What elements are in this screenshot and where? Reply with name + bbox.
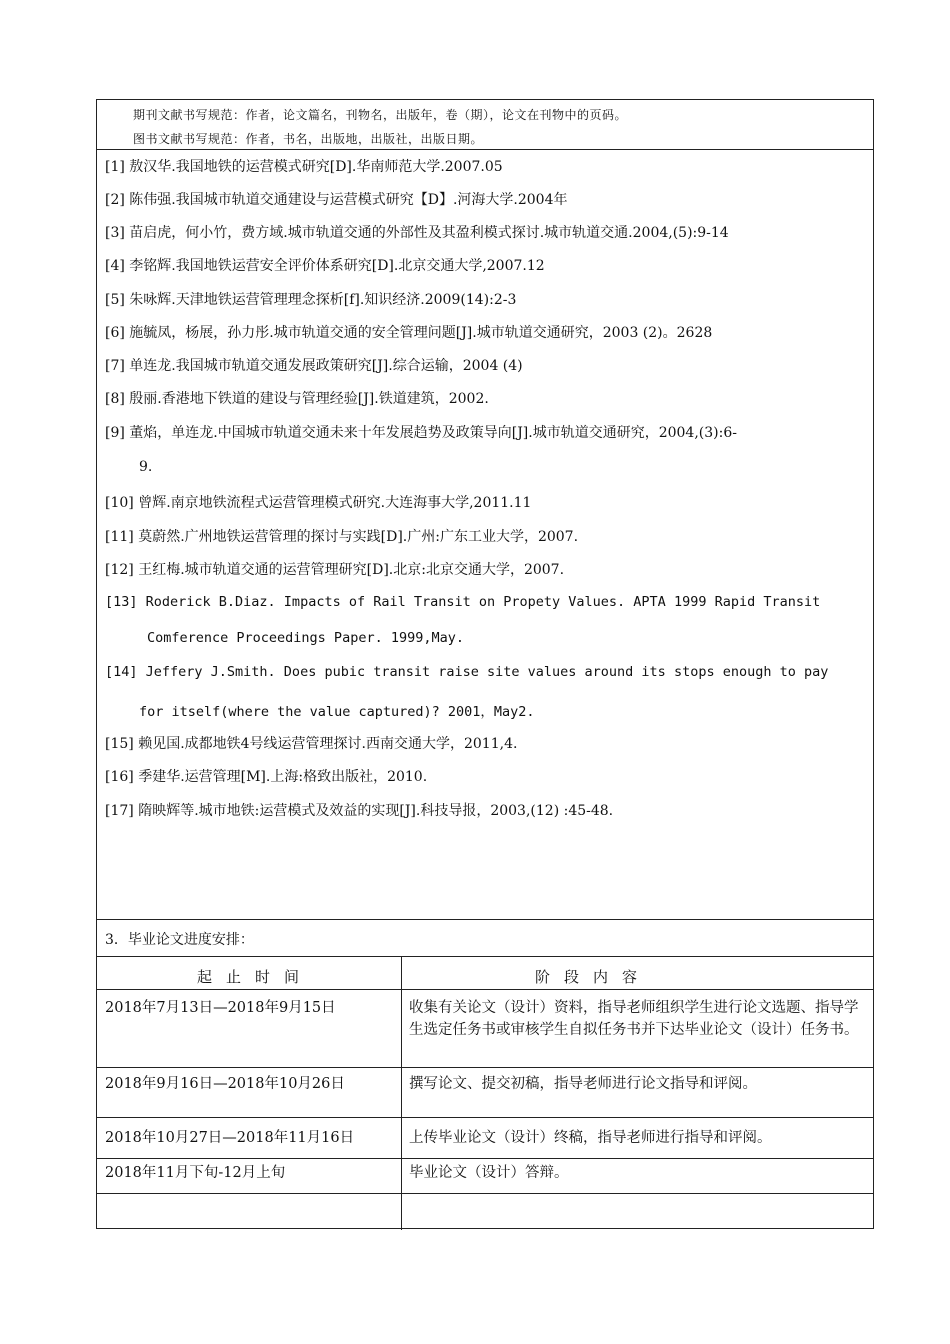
reference-item: [12] 王红梅.城市轨道交通的运营管理研究[D].北京:北京交通大学，2007. xyxy=(105,562,565,578)
schedule-content: 撰写论文、提交初稿，指导老师进行论文指导和评阅。 xyxy=(409,1076,757,1092)
schedule-content: 上传毕业论文（设计）终稿，指导老师进行指导和评阅。 xyxy=(409,1130,772,1146)
row-divider xyxy=(97,989,873,990)
reference-item: [4] 李铭辉.我国地铁运营安全评价体系研究[D].北京交通大学,2007.12 xyxy=(105,258,545,274)
reference-continuation: Comference Proceedings Paper. 1999,May. xyxy=(147,630,464,646)
book-guideline: 图书文献书写规范：作者，书名，出版地，出版社，出版日期。 xyxy=(133,132,484,146)
reference-item: [11] 莫蔚然.广州地铁运营管理的探讨与实践[D].广州:广东工业大学，2007. xyxy=(105,529,579,545)
section-title: 3．毕业论文进度安排： xyxy=(105,932,254,948)
row-divider xyxy=(97,1117,873,1118)
divider xyxy=(97,149,873,150)
reference-item: [3] 苗启虎，何小竹，费方域.城市轨道交通的外部性及其盈利模式探讨.城市轨道交通.2004,(5):9-14 xyxy=(105,225,729,241)
row-divider xyxy=(97,1067,873,1068)
document-table xyxy=(96,99,874,1229)
schedule-time: 2018年10月27日—2018年11月16日 xyxy=(105,1130,355,1146)
schedule-time: 2018年7月13日—2018年9月15日 xyxy=(105,1000,336,1016)
divider xyxy=(97,919,873,920)
header-content: 阶段内容 xyxy=(535,968,652,986)
divider xyxy=(97,956,873,957)
row-divider xyxy=(97,1158,873,1159)
reference-item: [5] 朱咏辉.天津地铁运营管理理念探析[f].知识经济.2009(14):2-3 xyxy=(105,292,517,308)
column-divider xyxy=(401,956,402,1230)
reference-item: [15] 赖见国.成都地铁4号线运营管理探讨.西南交通大学，2011,4. xyxy=(105,736,518,752)
schedule-content: 毕业论文（设计）答辩。 xyxy=(409,1165,569,1181)
reference-continuation: for itself(where the value captured)? 2001，May2. xyxy=(139,704,535,720)
reference-item: [6] 施毓凤，杨展，孙力彤.城市轨道交通的安全管理问题[J].城市轨道交通研究，2003 (2)。2628 xyxy=(105,325,713,341)
reference-item: [7] 单连龙.我国城市轨道交通发展政策研究[J].综合运输，2004 (4) xyxy=(105,358,523,374)
schedule-time: 2018年9月16日—2018年10月26日 xyxy=(105,1076,345,1092)
reference-item: [1] 敖汉华.我国地铁的运营模式研究[D].华南师范大学.2007.05 xyxy=(105,159,503,175)
journal-guideline: 期刊文献书写规范：作者，论文篇名，刊物名，出版年，卷（期），论文在刊物中的页码。 xyxy=(133,108,628,122)
reference-item: [13] Roderick B.Diaz. Impacts of Rail Transit on Propety Values. APTA 1999 Rapid Transit xyxy=(105,594,821,610)
reference-item: [16] 季建华.运营管理[M].上海:格致出版社，2010. xyxy=(105,769,428,785)
reference-item: [9] 董焰，单连龙.中国城市轨道交通未来十年发展趋势及政策导向[J].城市轨道交通研究，2004,(3):6- xyxy=(105,425,737,441)
reference-item: [17] 隋映辉等.城市地铁:运营模式及效益的实现[J].科技导报，2003,(12) :45-48. xyxy=(105,803,614,819)
reference-item: [10] 曾辉.南京地铁流程式运营管理模式研究.大连海事大学,2011.11 xyxy=(105,495,532,511)
header-time: 起止时间 xyxy=(197,968,314,986)
schedule-content: 收集有关论文（设计）资料，指导老师组织学生进行论文选题、指导学生选定任务书或审核学生自拟任务书并下达毕业论文（设计）任务书。 xyxy=(409,1000,859,1038)
schedule-time: 2018年11月下旬-12月上旬 xyxy=(105,1165,286,1181)
reference-continuation: 9. xyxy=(139,459,153,475)
reference-item: [14] Jeffery J.Smith. Does pubic transit raise site values around its stops enough to pay xyxy=(105,664,829,680)
reference-item: [2] 陈伟强.我国城市轨道交通建设与运营模式研究【D】.河海大学.2004年 xyxy=(105,192,568,208)
row-divider xyxy=(97,1193,873,1194)
reference-item: [8] 殷丽.香港地下铁道的建设与管理经验[J].铁道建筑，2002. xyxy=(105,391,489,407)
